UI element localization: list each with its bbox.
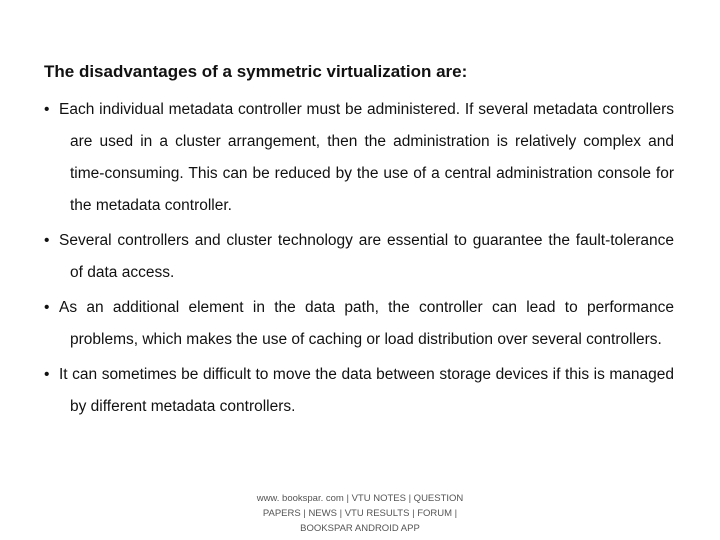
bullet-item (44, 292, 674, 356)
bullet-dot-icon: • (44, 101, 50, 118)
bullet-dot-icon: • (44, 232, 50, 249)
bullet-text: As an additional element in the data path, the controller can lead to performance problems, which makes the use of caching or load distribution over several controllers. (59, 299, 674, 348)
bullet-item (44, 359, 674, 423)
bullet-dot-icon: • (44, 299, 50, 316)
bullet-dot-icon: • (44, 366, 50, 383)
slide-title: The disadvantages of a symmetric virtualization are: (44, 62, 468, 81)
bullet-text: It can sometimes be difficult to move the data between storage devices if this is managed by different metadata controllers. (59, 366, 674, 415)
footer-links: www. bookspar. com | VTU NOTES | QUESTION PAPERS | NEWS | VTU RESULTS | FORUM | BOOKSPAR ANDROID APP (256, 493, 464, 534)
bullet-text: Several controllers and cluster technology are essential to guarantee the fault-tolerance of data access. (59, 232, 674, 281)
bullet-text: Each individual metadata controller must be administered. If several metadata controllers are used in a cluster arrangement, then the administration is relatively complex and time-consuming. This can be reduced by the use of a central administration console for the metadata controller. (59, 101, 674, 214)
bullet-item (44, 225, 674, 289)
bullet-item (44, 94, 674, 222)
bullet-list (44, 94, 674, 426)
